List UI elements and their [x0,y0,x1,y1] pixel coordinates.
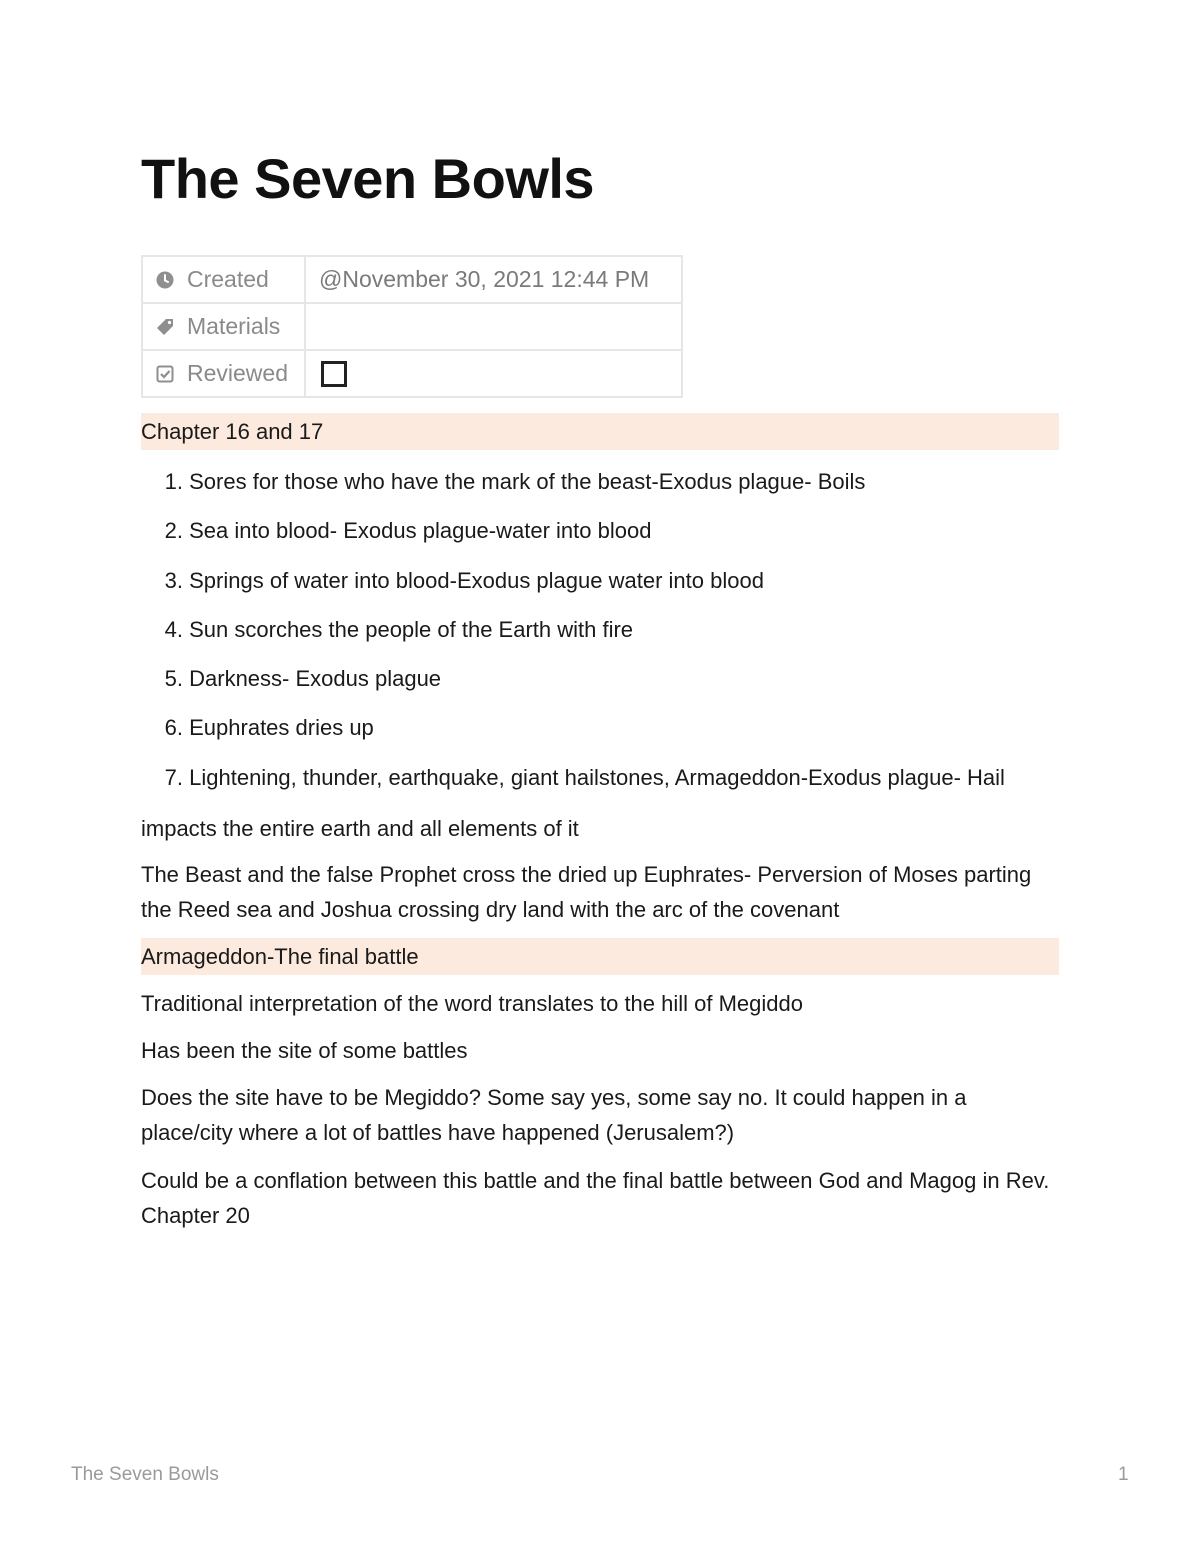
list-item [141,515,1005,564]
reviewed-checkbox[interactable] [321,361,347,387]
reviewed-value [305,350,682,397]
property-label: Reviewed [187,360,288,386]
chapter-heading-callout: Chapter 16 and 17 [141,413,1059,450]
materials-value[interactable] [305,303,682,350]
clock-icon [155,270,175,290]
list-item-text: Euphrates dries up [189,715,374,741]
list-item [141,614,1005,663]
list-item-text: Darkness- Exodus plague [189,666,442,692]
footer-title: The Seven Bowls [71,1464,219,1485]
property-row-materials [142,303,682,350]
footer-page-number: 1 [1118,1464,1129,1485]
list-item-number: 4. [164,616,183,642]
list-item-text: Sun scorches the people of the Earth with fire [189,616,634,642]
property-label: Created [187,266,269,292]
paragraph-conflation: Could be a conflation between this battle and the final battle between God and Magog in Rev. Chapter 20 [141,1168,1050,1228]
paragraph-traditional: Traditional interpretation of the word translates to the hill of Megiddo [141,991,803,1016]
property-key-reviewed [142,350,305,397]
list-item [141,762,1005,811]
list-item-number: 7. [164,764,183,790]
paragraph-impacts: impacts the entire earth and all elements of it [141,816,579,841]
checkbox-icon [155,364,175,384]
paragraph-megiddo: Does the site have to be Megiddo? Some say yes, some say no. It could happen in a place/city where a lot of battles have happened (Jerusalem?) [141,1085,967,1145]
list-item [141,712,1005,761]
list-item-number: 2. [164,518,183,544]
list-item-number: 5. [164,666,183,692]
property-key-created [142,256,305,303]
property-label: Materials [187,313,281,339]
list-item-text: Sea into blood- Exodus plague-water into blood [189,518,652,544]
property-row-reviewed [142,350,682,397]
list-item-text: Lightening, thunder, earthquake, giant hailstones, Armageddon-Exodus plague- Hail [189,764,1005,790]
list-item [141,466,1005,515]
list-item-number: 6. [164,715,183,741]
armageddon-heading-callout: Armageddon-The final battle [141,938,1059,975]
tag-icon [155,317,175,337]
property-row-created [142,256,682,303]
property-key-materials [142,303,305,350]
list-item-text: Sores for those who have the mark of the beast-Exodus plague- Boils [189,469,866,494]
list-item-number: 3. [164,567,183,593]
list-item [141,663,1005,712]
list-item-number: 1. [164,469,183,494]
properties-table [141,255,683,398]
bowls-list [141,466,1005,811]
page-title: The Seven Bowls [141,147,595,210]
paragraph-site: Has been the site of some battles [141,1038,468,1063]
list-item [141,565,1005,614]
list-item-text: Springs of water into blood-Exodus plague water into blood [189,567,764,593]
paragraph-beast: The Beast and the false Prophet cross the dried up Euphrates- Perversion of Moses parting the Reed sea and Joshua crossing dry land with the arc of the covenant [141,862,1032,922]
created-date-value[interactable]: @November 30, 2021 12:44 PM [305,256,682,303]
